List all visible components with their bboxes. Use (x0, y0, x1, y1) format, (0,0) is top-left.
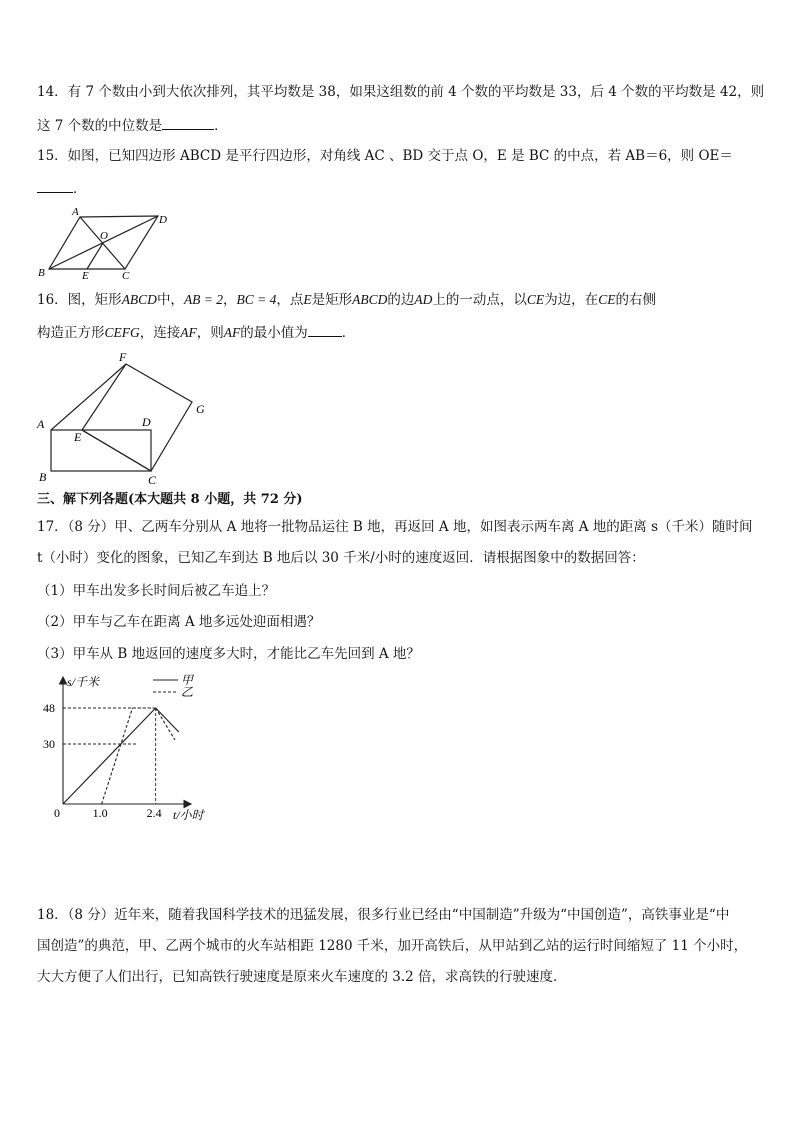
q16-text: 16．图，矩形 (37, 292, 122, 308)
math-abcd: ABCD (121, 292, 157, 307)
q15-line-2 (37, 178, 87, 199)
y-tick-label-30: 30 (43, 737, 55, 751)
q16-text: 中， (156, 292, 184, 308)
legend-label-yi: 乙 (181, 685, 194, 699)
q16-text: 构造正方形 (37, 325, 105, 341)
x-tick-label-2-4: 2.4 (146, 806, 162, 820)
x-axis-label: t/小时 (173, 808, 204, 822)
origin-label: 0 (54, 806, 60, 820)
q14-answer-blank (162, 115, 214, 130)
q16-answer-blank (308, 322, 342, 337)
q16-text: ，则 (196, 325, 224, 341)
math-af: AF (180, 325, 197, 340)
q14-line-2 (37, 115, 228, 136)
label-d: D (142, 415, 151, 429)
distance-time-chart (40, 670, 230, 830)
y-tick-label-48: 48 (43, 701, 55, 715)
q14-line-1: 14．有 7 个数由小到大依次排列，其平均数是 38，如果这组数的前 4 个数的平均数是 33，后 4 个数的平均数是 42，则 (37, 84, 765, 100)
q15-line-1: 15．如图，已知四边形 ABCD 是平行四边形，对角线 AC 、BD 交于点 O，E 是 BC 的中点，若 AB＝6，则 OE＝ (37, 148, 733, 164)
q16-text: ， (223, 292, 237, 308)
q17-line-1: 17．（8 分）甲、乙两车分别从 A 地将一批物品运往 B 地，再返回 A 地，如图表示两车离 A 地的距离 s（千米）随时间 (37, 519, 753, 535)
q14-text: 这 7 个数的中位数是 (37, 118, 163, 134)
q17-line-2: t（小时）变化的图象，已知乙车到达 B 地后以 30 千米/小时的速度返回．请根据图象中的数据回答： (37, 550, 645, 566)
q15-period: ． (73, 181, 87, 197)
q18-line-2: 国创造”的典范，甲、乙两个城市的火车站相距 1280 千米，加开高铁后，从甲站到乙站的运行时间缩短了 11 个小时， (37, 938, 748, 954)
series-line-jia (63, 708, 156, 804)
label-o: O (100, 230, 108, 242)
series-line-yi (102, 708, 133, 804)
section-three-heading: 三、解下列各题(本大题共 8 小题，共 72 分) (37, 492, 303, 507)
series-line-yi-return (156, 708, 175, 740)
label-c: C (148, 473, 157, 487)
q15-answer-blank (37, 178, 73, 193)
q17-sub-question-3: （3）甲车从 B 地返回的速度多大时，才能比乙车先回到 A 地？ (37, 646, 420, 662)
q16-text: 上的一动点，以 (432, 292, 527, 308)
math-cefg: CEFG (104, 325, 140, 340)
q15-parallelogram-figure (34, 204, 174, 280)
label-b: B (38, 267, 45, 279)
math-af: AF (223, 325, 241, 340)
q17-sub-question-2: （2）甲车与乙车在距离 A 地多远处迎面相遇？ (37, 614, 321, 630)
segment-ec (82, 430, 151, 471)
q16-text: 的右侧 (615, 292, 656, 308)
q16-text: 的最小值为 (240, 325, 308, 341)
q16-text: 为边，在 (544, 292, 599, 308)
legend-label-jia: 甲 (181, 673, 194, 687)
label-b: B (39, 470, 47, 484)
math-ce: CE (526, 292, 545, 307)
math-bc-equals: BC = 4 (236, 292, 277, 307)
y-axis-label: s/千米 (67, 675, 100, 689)
q18-line-1: 18．（8 分）近年来，随着我国科学技术的迅猛发展，很多行业已经由“中国制造”升级为“中国创造”，高铁事业是“中 (37, 907, 730, 923)
q16-text: ，点 (276, 292, 304, 308)
label-c: C (122, 270, 130, 280)
square-cefg (82, 364, 192, 471)
q18-line-3: 大大方便了人们出行，已知高铁行驶速度是原来火车速度的 3.2 倍，求高铁的行驶速度． (37, 969, 567, 985)
math-e: E (303, 292, 312, 307)
x-tick-label-1-0: 1.0 (92, 806, 108, 820)
q16-period: ． (341, 325, 356, 341)
label-g: G (196, 402, 205, 416)
q16-line-1 (37, 290, 656, 310)
label-d: D (159, 214, 167, 226)
label-a: A (72, 206, 79, 218)
q16-line-2 (37, 322, 355, 343)
q16-text: 是矩形 (311, 292, 353, 308)
label-e: E (82, 270, 89, 280)
math-ad: AD (414, 292, 433, 307)
q17-sub-question-1: （1）甲车出发多长时间后被乙车追上？ (37, 583, 276, 599)
math-ce: CE (598, 292, 616, 307)
q14-period: ． (214, 118, 228, 134)
q16-text: ，连接 (139, 325, 181, 341)
label-a: A (37, 417, 45, 431)
math-abcd: ABCD (352, 292, 388, 307)
q16-rectangle-square-figure (34, 346, 214, 488)
rectangle-abcd (51, 430, 151, 471)
q16-text: 的边 (387, 292, 415, 308)
math-ab-equals: AB = 2 (183, 292, 224, 307)
label-e: E (74, 430, 82, 444)
label-f: F (119, 350, 127, 364)
series-line-jia-return (156, 708, 179, 732)
